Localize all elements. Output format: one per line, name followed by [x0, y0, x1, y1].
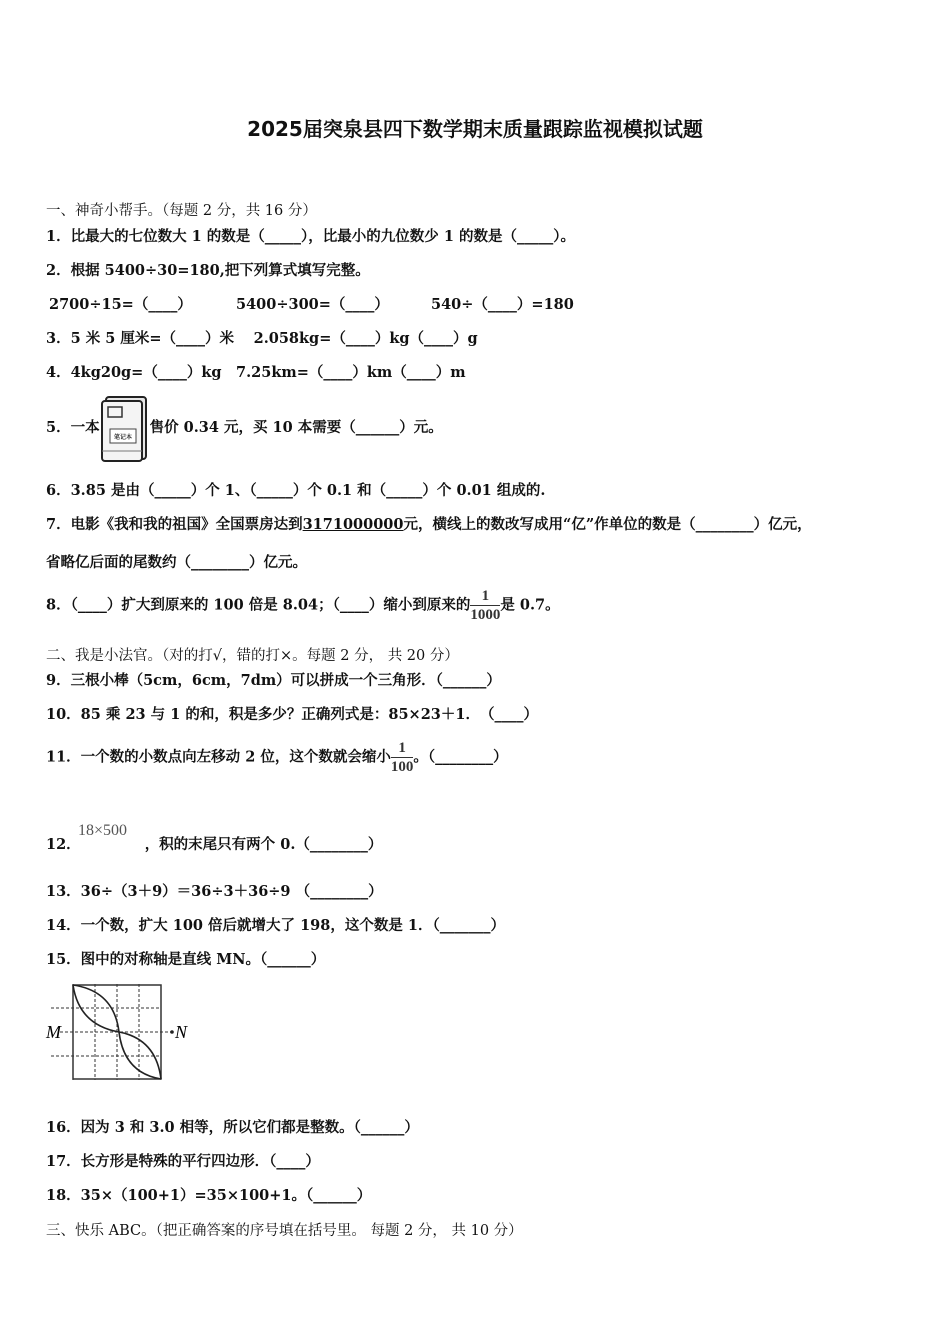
- question-5-text: 售价 0.34 元，买 10 本需要（______）元。: [149, 419, 443, 436]
- question-17: 17．长方形是特殊的平行四边形．（____）: [46, 1153, 320, 1170]
- section-3-heading: 三、快乐 ABC。（把正确答案的序号填在括号里。 每题 2 分， 共 10 分）: [46, 1223, 523, 1239]
- fraction-1-1000: [470, 587, 500, 624]
- question-5-prefix: 5．一本: [46, 419, 100, 436]
- question-13: 13．36÷（3＋9）＝36÷3＋36÷9 （________）: [46, 883, 383, 900]
- label-n: N: [175, 1022, 188, 1042]
- question-2a: 2700÷15=（____）: [49, 296, 192, 313]
- question-11-suffix: 。（________）: [413, 748, 508, 766]
- question-12-number: 12．: [46, 836, 81, 853]
- question-9: 9．三根小棒（5cm，6cm，7dm）可以拼成一个三角形．（______）: [46, 672, 501, 689]
- question-7: [46, 515, 812, 535]
- question-7-suffix: 元，横线上的数改写成用“亿”作单位的数是（________）亿元，: [403, 516, 812, 533]
- question-12-expression: 18×500: [78, 822, 128, 839]
- fraction-denominator: 100: [390, 759, 414, 775]
- label-m: M: [46, 1022, 61, 1042]
- notebook-label: 笔记本: [113, 434, 132, 441]
- section-2-heading: 二、我是小法官。（对的打√，错的打×。每题 2 分， 共 20 分）: [46, 648, 459, 664]
- question-8: [46, 587, 560, 624]
- question-10: 10．85 乘 23 与 1 的和，积是多少？正确列式是：85×23＋1． （____）: [46, 706, 538, 723]
- question-14: 14．一个数，扩大 100 倍后就增大了 198，这个数是 1．（_______）: [46, 917, 505, 934]
- question-18: 18．35×（100+1）=35×100+1。（______）: [46, 1187, 372, 1204]
- question-15: 15．图中的对称轴是直线 MN。（______）: [46, 951, 326, 968]
- question-8-suffix: 是 0.7。: [500, 596, 560, 614]
- question-6: 6．3.85 是由（_____）个 1、（_____）个 0.1 和（_____）个 0.01 组成的.: [46, 482, 546, 499]
- question-4: 4．4kg20g=（____）kg 7.25km=（____）km（____）m: [46, 364, 466, 381]
- question-5: [46, 393, 443, 463]
- question-2: 2．根据 5400÷30=180,把下列算式填写完整。: [46, 262, 370, 279]
- symmetry-grid-figure: [44, 981, 194, 1085]
- question-12: [46, 835, 382, 855]
- question-11: [46, 739, 508, 776]
- question-7-prefix: 7．电影《我和我的祖国》全国票房达到: [46, 516, 303, 533]
- question-1: 1．比最大的七位数大 1 的数是（_____），比最小的九位数少 1 的数是（_____）。: [46, 228, 575, 245]
- box-office-number: 3171000000: [302, 516, 404, 533]
- section-1-heading: 一、神奇小帮手。（每题 2 分，共 16 分）: [46, 203, 317, 219]
- question-7-line-2: 省略亿后面的尾数约（________）亿元。: [46, 554, 307, 571]
- question-8-prefix: 8．（____）扩大到原来的 100 倍是 8.04；（____）缩小到原来的: [46, 596, 471, 614]
- fraction-denominator: 1000: [470, 607, 501, 623]
- question-12-text: ，积的末尾只有两个 0.（________）: [144, 836, 383, 853]
- fraction-numerator: 1: [470, 587, 500, 606]
- question-16: 16．因为 3 和 3.0 相等，所以它们都是整数。（______）: [46, 1119, 419, 1136]
- question-2b: 5400÷300=（____）: [236, 296, 389, 313]
- question-2c: 540÷（____）=180: [431, 296, 574, 313]
- question-3: 3．5 米 5 厘米=（____）米 2.058kg=（____）kg（____）g: [46, 330, 478, 347]
- fraction-numerator: 1: [391, 739, 414, 758]
- question-11-prefix: 11．一个数的小数点向左移动 2 位，这个数就会缩小: [46, 748, 391, 766]
- page-title: 2025届突泉县四下数学期末质量跟踪监视模拟试题: [247, 117, 703, 141]
- notebook-icon: [100, 393, 150, 463]
- fraction-1-100: [391, 739, 414, 776]
